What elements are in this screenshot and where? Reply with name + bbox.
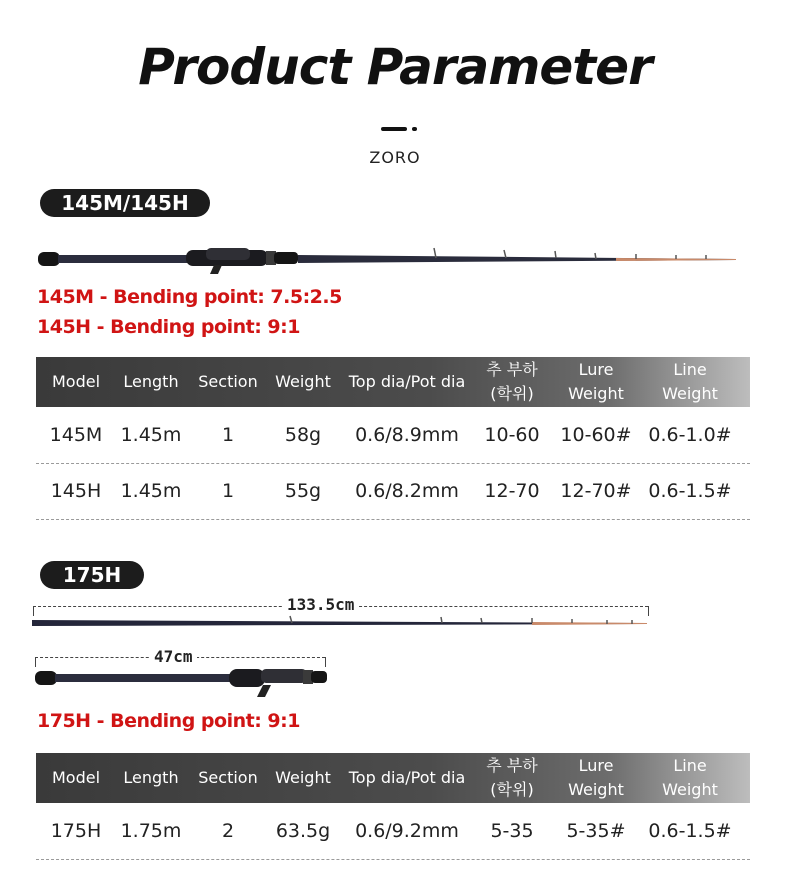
col-length: Length (123, 372, 179, 391)
brand-name: ZORO (369, 148, 421, 167)
rod-image-175-handle (33, 663, 329, 699)
cell-dia: 0.6/9.2mm (355, 820, 459, 842)
table-row (36, 407, 750, 464)
cell-weight: 58g (284, 424, 322, 446)
col-line: Line Weight (662, 756, 718, 799)
cell-dia: 0.6/8.2mm (355, 480, 459, 502)
cell-lure: 5-35# (566, 820, 626, 842)
col-section: Section (198, 372, 258, 391)
col-lure: Lure Weight (568, 360, 624, 403)
cell-model: 175H (50, 820, 102, 842)
spec-table-header-175 (36, 753, 750, 803)
col-model: Model (51, 768, 101, 787)
col-weight: Weight (275, 372, 331, 391)
rod-image-145 (36, 240, 742, 276)
col-load: 추 부하 (학위) (486, 756, 538, 799)
col-load: 추 부하 (학위) (486, 360, 538, 403)
model-tag-175: 175H (40, 561, 144, 589)
col-model: Model (51, 372, 101, 391)
cell-model: 145M (49, 424, 103, 446)
title-divider-dot (412, 127, 417, 131)
cell-section: 1 (221, 424, 235, 446)
col-weight: Weight (275, 768, 331, 787)
cell-load: 10-60 (484, 424, 540, 446)
cell-line: 0.6-1.5# (648, 820, 732, 842)
title-divider (381, 127, 407, 131)
cell-dia: 0.6/8.9mm (355, 424, 459, 446)
col-dia: Top dia/Pot dia (348, 768, 466, 787)
bending-point-145m: 145M - Bending point: 7.5:2.5 (37, 286, 342, 308)
cell-length: 1.75m (120, 820, 182, 842)
cell-line: 0.6-1.5# (648, 480, 732, 502)
cell-lure: 10-60# (560, 424, 632, 446)
cell-lure: 12-70# (560, 480, 632, 502)
table-row (36, 463, 750, 520)
rod-image-175-blank (32, 612, 652, 632)
spec-table-header-145 (36, 357, 750, 407)
table-row (36, 803, 750, 860)
page-title: Product Parameter (138, 38, 652, 96)
cell-load: 12-70 (484, 480, 540, 502)
col-length: Length (123, 768, 179, 787)
cell-weight: 55g (284, 480, 322, 502)
bending-point-145h: 145H - Bending point: 9:1 (37, 316, 300, 338)
col-section: Section (198, 768, 258, 787)
cell-load: 5-35 (490, 820, 534, 842)
model-tag-145: 145M/145H (40, 189, 210, 217)
cell-line: 0.6-1.0# (648, 424, 732, 446)
col-dia: Top dia/Pot dia (348, 372, 466, 391)
col-line: Line Weight (662, 360, 718, 403)
cell-length: 1.45m (120, 424, 182, 446)
cell-section: 2 (221, 820, 235, 842)
cell-weight: 63.5g (275, 820, 331, 842)
cell-model: 145H (50, 480, 102, 502)
bending-point-175h: 175H - Bending point: 9:1 (37, 710, 300, 732)
col-lure: Lure Weight (568, 756, 624, 799)
dimension-label-long: 133.5cm (283, 596, 358, 614)
cell-length: 1.45m (120, 480, 182, 502)
dimension-label-short: 47cm (150, 648, 197, 666)
cell-section: 1 (221, 480, 235, 502)
